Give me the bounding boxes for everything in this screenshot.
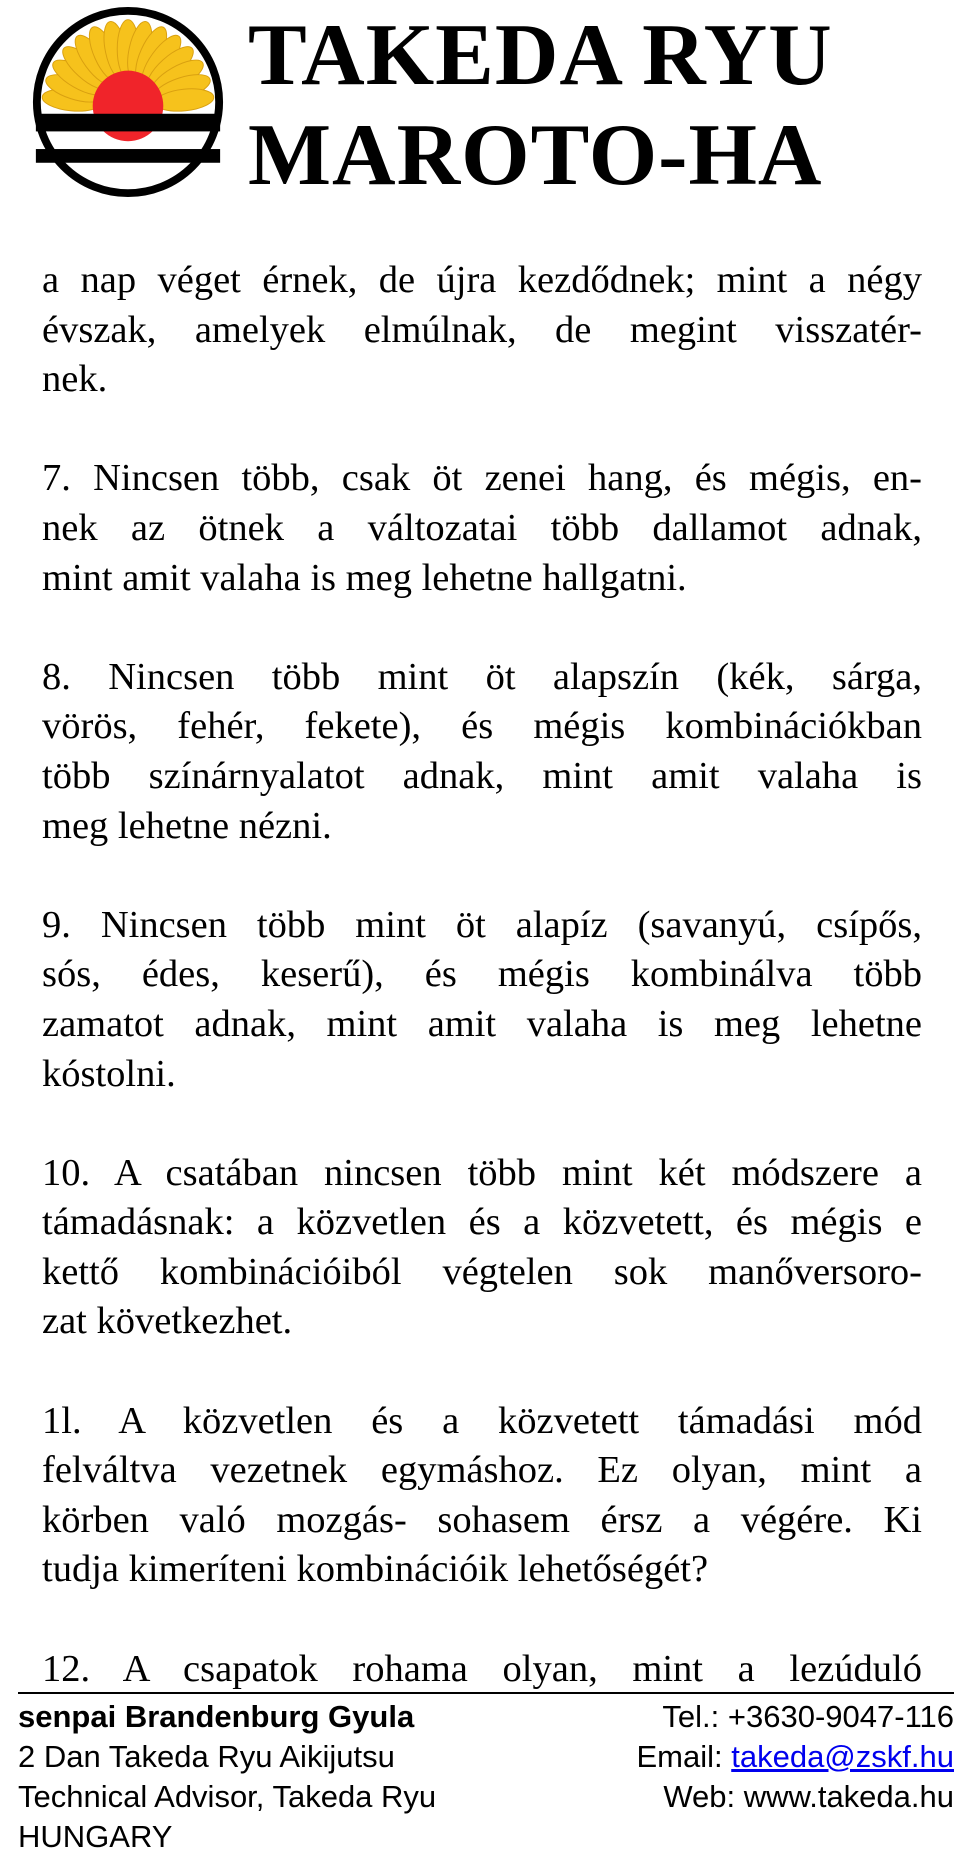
paragraph bbox=[42, 901, 922, 1099]
email-contact bbox=[636, 1737, 954, 1777]
text-line: vörös, fehér, fekete), és mégis kombinációkban bbox=[42, 705, 922, 748]
text-line: évszak, amelyek elmúlnak, de megint visszatér- bbox=[42, 308, 922, 351]
page-title bbox=[248, 6, 833, 206]
phone-number: Tel.: +3630-9047-116 bbox=[662, 1699, 954, 1734]
author-country: HUNGARY bbox=[18, 1819, 173, 1854]
text-line: 9. Nincsen több mint öt alapíz (savanyú, csípős, bbox=[42, 903, 922, 946]
email-label: Email: bbox=[636, 1739, 732, 1774]
text-line: 8. Nincsen több mint öt alapszín (kék, sárga, bbox=[42, 655, 922, 698]
footer-row bbox=[18, 1817, 954, 1857]
text-line: mint amit valaha is meg lehetne hallgatni. bbox=[42, 556, 687, 599]
takeda-ryu-logo bbox=[30, 4, 226, 200]
author-role: Technical Advisor, Takeda Ryu bbox=[18, 1779, 437, 1814]
text-line: meg lehetne nézni. bbox=[42, 804, 332, 847]
text-line: nek az ötnek a változatai több dallamot adnak, bbox=[42, 506, 922, 549]
email-link[interactable]: takeda@zskf.hu bbox=[731, 1739, 954, 1774]
text-line: kettő kombinációiból végtelen sok manőversoro- bbox=[42, 1250, 922, 1293]
text-line: 7. Nincsen több, csak öt zenei hang, és mégis, en- bbox=[42, 457, 922, 500]
text-line: 1l. A közvetlen és a közvetett támadási mód bbox=[42, 1399, 922, 1442]
text-line: sós, édes, keserű), és mégis kombinálva több bbox=[42, 953, 922, 996]
footer bbox=[18, 1697, 954, 1857]
paragraph bbox=[42, 1645, 922, 1695]
text-line: a nap véget érnek, de újra kezdődnek; mint a négy bbox=[42, 259, 922, 301]
text-line: tudja kimeríteni kombinációik lehetőségét? bbox=[42, 1548, 709, 1591]
text-line: több színárnyalatot adnak, mint amit valaha is bbox=[42, 754, 922, 797]
footer-divider bbox=[18, 1692, 954, 1694]
author-rank: 2 Dan Takeda Ryu Aikijutsu bbox=[18, 1739, 395, 1774]
paragraph bbox=[42, 256, 922, 405]
website: Web: www.takeda.hu bbox=[663, 1779, 954, 1814]
footer-row bbox=[18, 1697, 954, 1737]
paragraph bbox=[42, 1149, 922, 1347]
title-line-2: MAROTO-HA bbox=[248, 107, 823, 204]
text-line: zamatot adnak, mint amit valaha is meg lehetne bbox=[42, 1002, 922, 1045]
paragraph bbox=[42, 454, 922, 603]
title-line-1: TAKEDA RYU bbox=[248, 7, 833, 104]
text-line: körben való mozgás- sohasem érsz a végére. Ki bbox=[42, 1498, 922, 1541]
text-line: kóstolni. bbox=[42, 1052, 176, 1095]
author-name: senpai Brandenburg Gyula bbox=[18, 1699, 415, 1734]
paragraph bbox=[42, 1397, 922, 1595]
footer-row bbox=[18, 1777, 954, 1817]
header bbox=[0, 0, 960, 210]
text-line: nek. bbox=[42, 358, 108, 401]
text-line: támadásnak: a közvetlen és a közvetett, és mégis e bbox=[42, 1201, 922, 1244]
footer-row bbox=[18, 1737, 954, 1777]
text-line: 12. A csapatok rohama olyan, mint a lezúduló bbox=[42, 1647, 922, 1690]
text-line: felváltva vezetnek egymáshoz. Ez olyan, mint a bbox=[42, 1449, 922, 1492]
text-line: 10. A csatában nincsen több mint két módszere a bbox=[42, 1151, 922, 1194]
text-line: zat következhet. bbox=[42, 1300, 293, 1343]
document-body bbox=[42, 256, 922, 1744]
paragraph bbox=[42, 653, 922, 851]
